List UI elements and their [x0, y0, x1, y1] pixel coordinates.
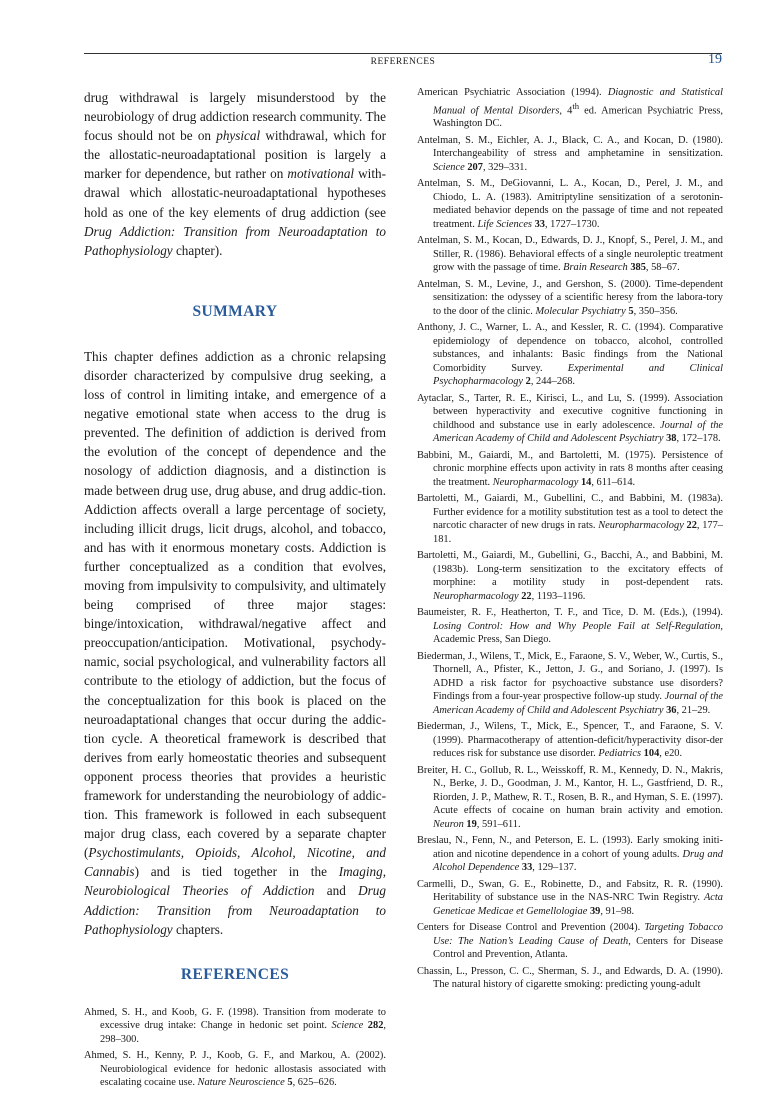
reference-entry: Bartoletti, M., Gaiardi, M., Gubellini, G., Bacchi, A., and Babbini, M. (1983b). Long-term sensitization to the excitatory effects of morphine: a motility study in post-dependent rats. Neuropharmacology 22, 1193–1196.: [417, 550, 723, 602]
header-rule: [84, 53, 722, 54]
summary-paragraph: This chapter defines addiction as a chronic relapsing disorder characterized by compulsive drug seeking, a loss of control in limiting intake, and emergence of a negative emotional state when access to the drug is prevented. The definition of addiction is derived from the evolution of the concept of dependence and the nosology of addiction diagnosis, and a distinction is made between drug use, drug abuse, and drug addic-tion. Addiction affects overall a large percentage of society, including illicit drugs, licit drugs, alcohol, and tobacco, and has with it enormous monetary costs. Addiction is further conceptualized as a condition that evolves, moving from impulsivity to compulsivity, and ultimately being comprised of three major stages: binge/intoxication, withdrawal/negative affect and preoccupation/anticipation. Motivational, psychody-namic, social psychological, and vulnerability factors all contribute to the etiology of addiction, but the focus of the conceptualization for this book is placed on the neuroadaptational changes that occur during the addic-tion cycle. A theoretical framework is described that derives from early homeostatic theories and subsequent opponent process theories that provides a heuristic framework for understanding the neurobiology of addic-tion. This framework is followed in each subsequent major drug class, each covered by a separate chapter (Psychostimulants, Opioids, Alcohol, Nicotine, and Cannabis) and is tied together in the Imaging, Neurobiological Theories of Addiction and Drug Addiction: Transition from Neuroadaptation to Pathophysiology chapters.: [84, 348, 386, 937]
reference-entry: Antelman, S. M., Kocan, D., Edwards, D. J., Knopf, S., Perel, J. M., and Stiller, R. (1986). Behavioral effects of a single neuroleptic treatment grow with the passage of time. Brain Research 385, 58–67.: [417, 235, 723, 274]
reference-entry: Ahmed, S. H., Kenny, P. J., Koob, G. F., and Markou, A. (2002). Neurobiological evidence for hedonic allostasis associated with escalating cocaine use. Nature Neuroscience 5, 625–626.: [84, 1050, 386, 1089]
reference-entry: Baumeister, R. F., Heatherton, T. F., and Tice, D. M. (Eds.), (1994). Losing Control: How and Why People Fail at Self-Regulation, Academic Press, San Diego.: [417, 607, 723, 646]
reference-entry: Carmelli, D., Swan, G. E., Robinette, D., and Fabsitz, R. R. (1990). Heritability of substance use in the NAS-NRC Twin Registry. Acta Geneticae Medicae et Gemellologiae 39, 91–98.: [417, 878, 723, 917]
reference-entry: Biederman, J., Wilens, T., Mick, E., Faraone, S. V., Weber, W., Curtis, S., Thornell, A., Pfister, K., Jetton, J. G., and Soriano, J. (1997). Is ADHD a risk factor for psychoactive substance use disorders? Findings from a four-year prospective follow-up study. Journal of the American Academy of Child and Adolescent Psychiatry 36, 21–29.: [417, 650, 724, 716]
left-column: [84, 88, 386, 1093]
reference-entry: Breiter, H. C., Gollub, R. L., Weisskoff, R. M., Kennedy, D. N., Makris, N., Berke, J. D., Goodman, J. M., Kantor, H. L., Gastfriend, D. R., Riorden, J. P., Mathew, R. T., Rosen, B. R., and Hyman, S. E. (1997). Acute effects of cocaine on human brain activity and emotion. Neuron 19, 591–611.: [417, 764, 723, 830]
reference-entry: Antelman, S. M., Eichler, A. J., Black, C. A., and Kocan, D. (1980). Interchangeability of stress and amphetamine in sensitization. Science 207, 329–331.: [417, 134, 723, 173]
reference-entry: Anthony, J. C., Warner, L. A., and Kessler, R. C. (1994). Comparative epidemiology of dependence on tobacco, alcohol, controlled substances, and inhalants: Basic findings from the National Comorbidity Survey. Experimental and Clinical Psychopharmacology 2, 244–268.: [417, 322, 723, 388]
reference-entry: Chassin, L., Presson, C. C., Sherman, S. J., and Edwards, D. A. (1990). The natural history of cigarette smoking: predicting young-adult: [417, 965, 723, 991]
reference-entry: Antelman, S. M., DeGiovanni, L. A., Kocan, D., Perel, J. M., and Chiodo, L. A. (1983). Amitriptyline sensitization of a serotonin-mediated behavior depends on the passage of time and not repeated treatment. Life Sciences 33, 1727–1730.: [417, 178, 723, 230]
reference-list-right: [417, 86, 723, 992]
reference-entry: Breslau, N., Fenn, N., and Peterson, E. L. (1993). Early smoking initi-ation and nicotine dependence in a cohort of young adults. Drug and Alcohol Dependence 33, 129–137.: [417, 835, 723, 874]
reference-entry: Centers for Disease Control and Prevention (2004). Targeting Tobacco Use: The Nation’s Leading Cause of Death, Centers for Disease Control and Prevention, Atlanta.: [417, 922, 723, 961]
opening-paragraph: drug withdrawal is largely misunderstood by the neurobiology of drug addiction research community. The focus should not be on physical withdrawal, which for the allostatic-neuroadaptational position is largely a marker for dependence, but rather on motivational with-drawal which allostatic-neuroadaptational hypotheses hold as one of the key elements of drug addiction (see Drug Addiction: Transition from Neuroadaptation to Pathophysiology chapter).: [84, 90, 386, 258]
reference-entry: Aytaclar, S., Tarter, R. E., Kirisci, L., and Lu, S. (1999). Association between hyperactivity and executive cognitive functioning in childhood and substance use in early adolescence. Journal of the American Academy of Child and Adolescent Psychiatry 38, 172–178.: [417, 392, 724, 445]
reference-entry: Antelman, S. M., Levine, J., and Gershon, S. (2000). Time-dependent sensitization: the odyssey of a scientific heresy from the labora-tory to the door of the clinic. Molecular Psychiatry 5, 350–356.: [417, 278, 723, 317]
reference-list-left: [84, 1006, 386, 1090]
reference-entry: Bartoletti, M., Gaiardi, M., Gubellini, C., and Babbini, M. (1983a). Further evidence for a motility substitution test as a tool to detect the narcotic character of new drugs in rats. Neuropharmacology 22, 177–181.: [417, 493, 723, 545]
summary-heading: SUMMARY: [192, 302, 278, 320]
reference-entry: Babbini, M., Gaiardi, M., and Bartoletti, M. (1975). Persistence of chronic morphine effects upon activity in rats 8 months after ceasing the treatment. Neuropharmacology 14, 611–614.: [417, 449, 723, 488]
right-column: [417, 86, 723, 995]
reference-entry: Ahmed, S. H., and Koob, G. F. (1998). Transition from moderate to excessive drug intake: Change in hedonic set point. Science 282, 298–300.: [84, 1006, 386, 1045]
reference-entry: Biederman, J., Wilens, T., Mick, E., Spencer, T., and Faraone, S. V. (1999). Pharmacotherapy of attention-deficit/hyperactivity disor-der reduces risk for substance use disorder. Pediatrics 104, e20.: [417, 721, 723, 760]
running-head: REFERENCES: [370, 57, 436, 67]
references-heading: REFERENCES: [180, 965, 290, 983]
reference-entry: American Psychiatric Association (1994). Diagnostic and Statistical Manual of Mental Disorders, 4th ed. American Psychiatric Press, Washington DC.: [417, 87, 724, 130]
page-number: 19: [708, 52, 722, 67]
